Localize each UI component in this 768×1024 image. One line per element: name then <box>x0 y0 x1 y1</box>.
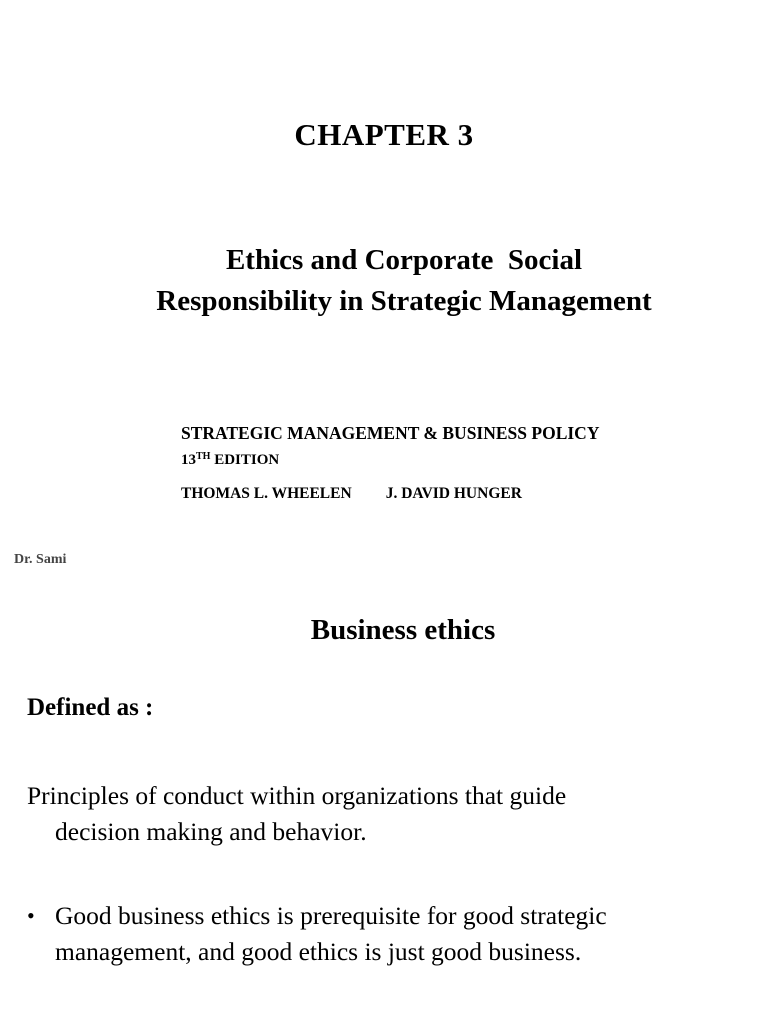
author-2: J. DAVID HUNGER <box>385 485 522 502</box>
book-edition <box>181 446 599 471</box>
bullet-line-2: management, and good ethics is just good business. <box>55 937 582 966</box>
definition-line-2: decision making and behavior. <box>55 817 367 846</box>
defined-as-label: Defined as : <box>27 694 154 721</box>
bullet-icon: • <box>27 903 35 928</box>
chapter-heading: CHAPTER 3 <box>294 117 474 152</box>
edition-number: 13 <box>181 452 196 468</box>
bullet-line-1: Good business ethics is prerequisite for good strategic <box>55 901 607 930</box>
definition-text <box>27 778 747 850</box>
book-info <box>181 421 599 505</box>
author-1: THOMAS L. WHEELEN <box>181 485 352 502</box>
slide-title: Business ethics <box>310 614 496 646</box>
presenter-name: Dr. Sami <box>14 552 67 567</box>
definition-line-1: Principles of conduct within organizations that guide <box>27 781 567 810</box>
edition-label: EDITION <box>210 452 280 468</box>
book-title: STRATEGIC MANAGEMENT & BUSINESS POLICY <box>181 423 600 443</box>
chapter-title <box>0 240 768 322</box>
book-authors <box>181 483 599 505</box>
edition-suffix: TH <box>196 451 211 462</box>
bullet-item <box>27 898 747 970</box>
chapter-title-line-2: Responsibility in Strategic Management <box>156 285 652 317</box>
chapter-title-line-1: Ethics and Corporate Social <box>225 244 583 276</box>
slide-business-ethics <box>0 580 768 1024</box>
